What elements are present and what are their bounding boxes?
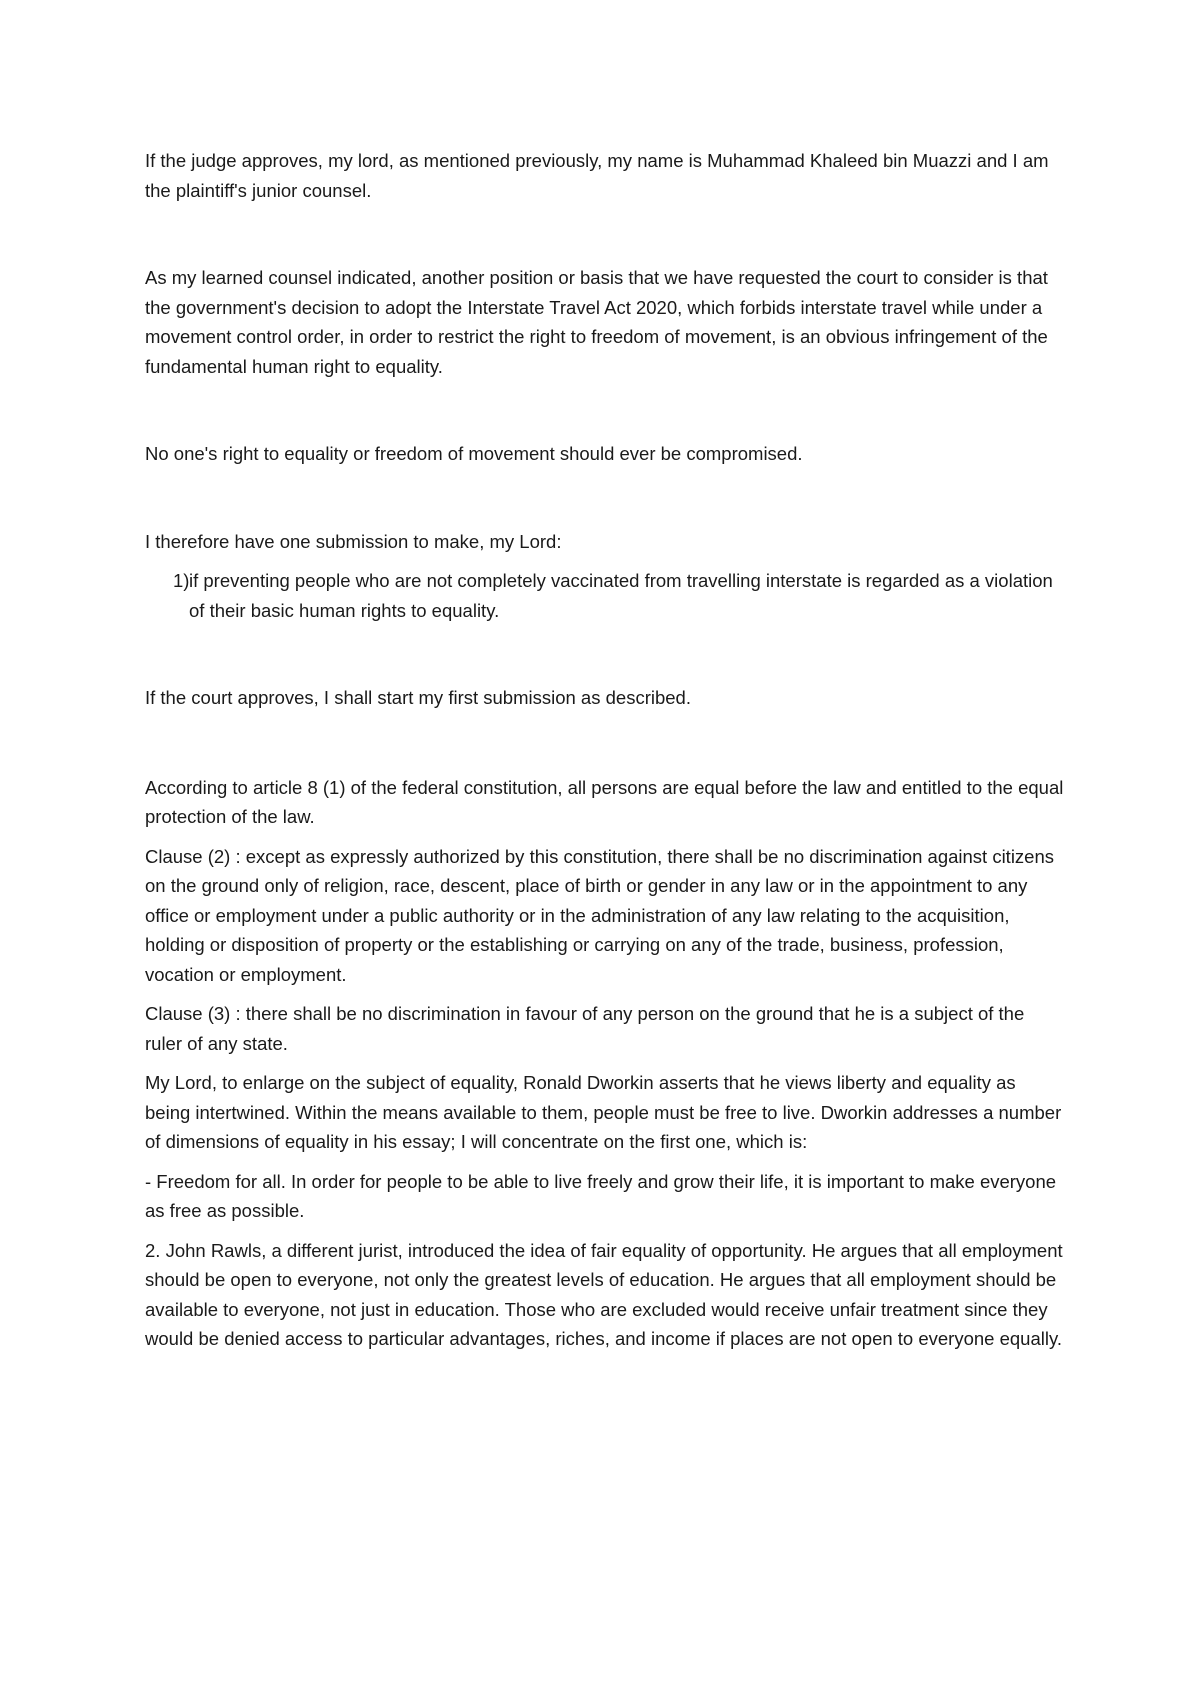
submission-text: if preventing people who are not completely vaccinated from travelling interstate is regarded as a violation of their basic human rights to equality. xyxy=(189,570,1053,621)
no-one-paragraph: No one's right to equality or freedom of movement should ever be compromised. xyxy=(145,443,803,464)
position-paragraph: As my learned counsel indicated, another position or basis that we have requested the court to consider is that the government's decision to adopt the Interstate Travel Act 2020, which forbids interstate travel while under a movement control order, in order to restrict the right to freedom of movement, is an obvious infringement of the fundamental human right to equality. xyxy=(145,267,1048,377)
freedom-paragraph: - Freedom for all. In order for people to be able to live freely and grow their life, it is important to make everyone as free as possible. xyxy=(145,1170,1057,1221)
dworkin-paragraph: My Lord, to enlarge on the subject of equality, Ronald Dworkin asserts that he views liberty and equality as being intertwined. Within the means available to them, people must be free to live. Dworkin addresses a number of dimensions of equality in his essay; I will concentrate on the first one, which is: xyxy=(145,1072,1062,1152)
submission-number: 1) xyxy=(173,570,190,591)
document-body xyxy=(145,146,1065,1354)
clause-3-paragraph: Clause (3) : there shall be no discrimination in favour of any person on the ground that he is a subject of the ruler of any state. xyxy=(145,1003,1025,1054)
submissions-list xyxy=(145,566,1065,625)
court-approves-paragraph: If the court approves, I shall start my first submission as described. xyxy=(145,687,691,708)
submission-intro-paragraph: I therefore have one submission to make, my Lord: xyxy=(145,530,562,552)
submission-item xyxy=(145,566,1065,625)
clause-2-paragraph: Clause (2) : except as expressly authorized by this constitution, there shall be no discrimination against citizens on the ground only of religion, race, descent, place of birth or gender in any law or in the appointment to any office or employment under a public authority or in the administration of any law relating to the acquisition, holding or disposition of property or the establishing or carrying on any of the trade, business, profession, vocation or employment. xyxy=(145,845,1055,985)
intro-paragraph: If the judge approves, my lord, as mentioned previously, my name is Muhammad Khaleed bin Muazzi and I am the plaintiff's junior counsel. xyxy=(145,150,1049,201)
article-8-paragraph: According to article 8 (1) of the federal constitution, all persons are equal before the law and entitled to the equal protection of the law. xyxy=(145,776,1064,827)
rawls-paragraph: 2. John Rawls, a different jurist, introduced the idea of fair equality of opportunity. He argues that all employment should be open to everyone, not only the greatest levels of education. He argues that all employment should be available to everyone, not just in education. Those who are excluded would receive unfair treatment since they would be denied access to particular advantages, riches, and income if places are not open to everyone equally. xyxy=(145,1239,1063,1349)
